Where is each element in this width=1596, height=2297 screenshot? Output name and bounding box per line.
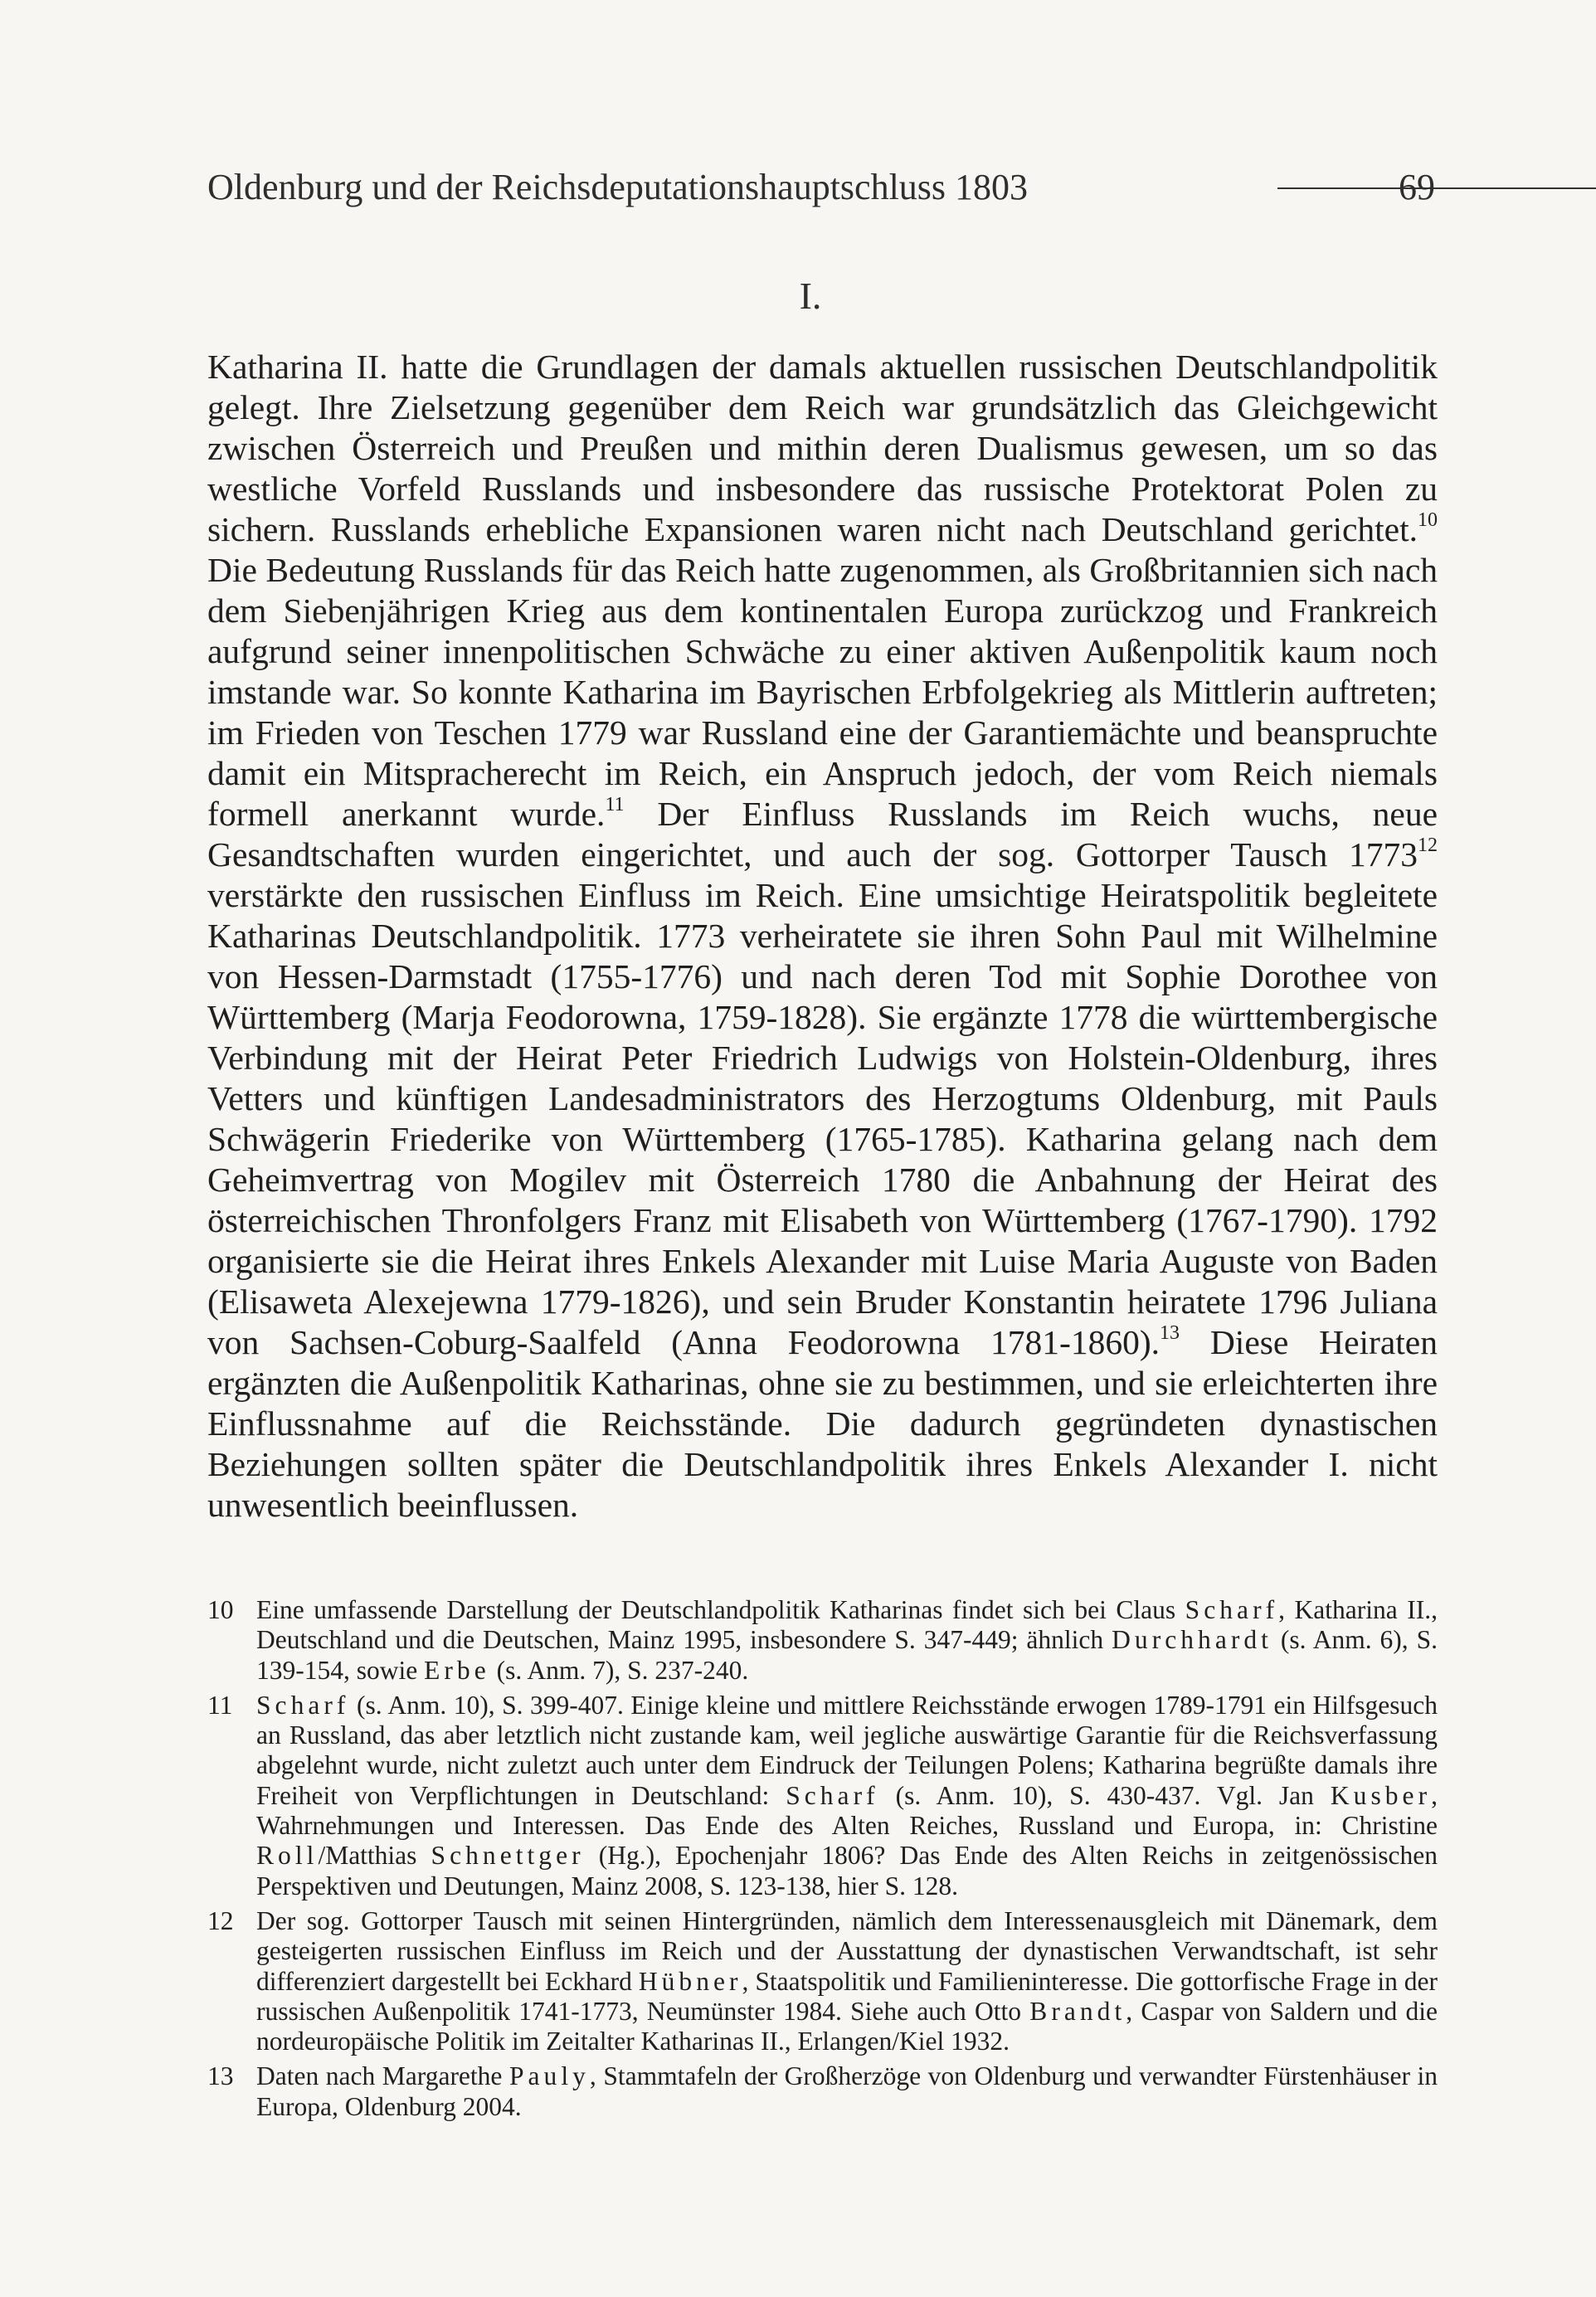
running-title: Oldenburg und der Reichsdeputationshauptschluss 1803: [207, 167, 1029, 207]
author-name: Brandt: [1029, 1996, 1126, 2026]
footnote-number: 11: [207, 1690, 233, 1720]
header-rule: [1277, 187, 1596, 189]
footnote-number: 10: [207, 1595, 234, 1624]
body-segment: Der Einfluss Russlands im Reich wuchs, neue Gesandtschaften wurden eingerichtet, und auch der sog. Gottorper Tausch 1773: [207, 795, 1438, 874]
author-name: Erbe: [424, 1655, 490, 1685]
footnote-segment: Der sog. Gottorper Tausch mit seinen Hintergründen, nämlich dem Interessenausgleich mit Dänemark, dem gesteigerten russischen Einfluss im Reich und der Ausstattung der dynastischen Verwandtschaft, ist sehr differenziert dargestellt bei Eckhard: [256, 1905, 1438, 1996]
footnote-text: [256, 1906, 1438, 2056]
footnote-text: [256, 1691, 1438, 1901]
footnote-ref: 10: [1418, 509, 1438, 531]
author-name: Hübner: [638, 1966, 742, 1996]
footnote-ref: 13: [1160, 1322, 1180, 1344]
main-paragraph: [207, 347, 1438, 1526]
footnote-number: 12: [207, 1905, 234, 1935]
body-segment: Die Bedeutung Russlands für das Reich hatte zugenommen, als Großbritannien sich nach dem Siebenjährigen Krieg aus dem kontinentalen Europa zurückzog und Frankreich aufgrund seiner innenpolitischen Schwäche zu einer aktiven Außenpolitik kaum noch imstande war. So konnte Katharina im Bayrischen Erbfolgekrieg als Mittlerin auftreten; im Frieden von Teschen 1779 war Russland eine der Garantiemächte und beanspruchte damit ein Mitspracherecht im Reich, ein Anspruch jedoch, der vom Reich niemals formell anerkannt wurde.: [207, 551, 1438, 833]
author-name: Kusber: [1330, 1780, 1432, 1810]
footnote-13: [207, 2061, 1438, 2122]
author-name: Scharf: [1185, 1595, 1279, 1624]
running-header: [207, 166, 1435, 216]
footnote-segment: Daten nach Margarethe: [256, 2061, 509, 2091]
section-heading: I.: [799, 275, 822, 317]
body-text: [207, 347, 1438, 1526]
footnote-segment: , Stammtafeln der Großherzöge von Oldenburg und verwandter Fürstenhäuser in Europa, Oldenburg 2004.: [256, 2061, 1438, 2121]
footnote-segment: , Caspar von Saldern und die nordeuropäische Politik im Zeitalter Katharinas II., Erlangen/Kiel 1932.: [256, 1996, 1438, 2056]
footnote-segment: , Katharina II., Deutschland und die Deutschen, Mainz 1995, insbesondere S. 347-449; ähnlich: [256, 1595, 1438, 1655]
author-name: Scharf: [256, 1690, 350, 1720]
footnote-ref: 12: [1418, 835, 1438, 856]
footnote-number: 13: [207, 2061, 234, 2091]
author-name: Pauly: [508, 2061, 590, 2091]
author-name: Scharf: [786, 1780, 879, 1810]
page-number: 69: [1399, 167, 1435, 207]
footnote-segment: Eine umfassende Darstellung der Deutschlandpolitik Katharinas findet sich bei Claus: [256, 1595, 1185, 1624]
footnote-segment: (s. Anm. 7), S. 237-240.: [489, 1655, 749, 1685]
body-segment: Diese Heiraten ergänzten die Außenpolitik Katharinas, ohne sie zu bestimmen, und sie erleichterten ihre Einflussnahme auf die Reichsstände. Die dadurch gegründeten dynastischen Beziehungen sollten später die Deutschlandpolitik ihres Enkels Alexander I. nicht unwesentlich beeinflussen.: [207, 1323, 1438, 1524]
body-segment: Katharina II. hatte die Grundlagen der damals aktuellen russischen Deutschlandpolitik gelegt. Ihre Zielsetzung gegenüber dem Reich war grundsätzlich das Gleichgewicht zwischen Österreich und Preußen und mithin deren Dualismus gewesen, um so das westliche Vorfeld Russlands und insbesondere das russische Protektorat Polen zu sichern. Russlands erhebliche Expansionen waren nicht nach Deutschland gerichtet.: [207, 348, 1438, 548]
footnote-10: [207, 1595, 1438, 1686]
footnote-11: [207, 1691, 1438, 1901]
footnote-12: [207, 1906, 1438, 2056]
footnote-segment: (Hg.), Epochenjahr 1806? Das Ende des Alten Reichs in zeitgenössischen Perspektiven und Deutungen, Mainz 2008, S. 123-138, hier S. 128.: [256, 1841, 1438, 1900]
author-name: Durchhardt: [1112, 1625, 1272, 1655]
footnote-segment: (s. Anm. 6), S. 139-154, sowie: [256, 1625, 1438, 1685]
body-segment: verstärkte den russischen Einfluss im Reich. Eine umsichtige Heiratspolitik begleitete Katharinas Deutschlandpolitik. 1773 verheiratete sie ihren Sohn Paul mit Wilhelmine von Hessen-Darmstadt (1755-1776) und nach deren Tod mit Sophie Dorothee von Württemberg (Marja Feodorowna, 1759-1828). Sie ergänzte 1778 die württembergische Verbindung mit der Heirat Peter Friedrich Ludwigs von Holstein-Oldenburg, ihres Vetters und künftigen Landesadministrators des Herzogtums Oldenburg, mit Pauls Schwägerin Friederike von Württemberg (1765-1785). Katharina gelang nach dem Geheimvertrag von Mogilev mit Österreich 1780 die Anbahnung der Heirat des österreichischen Thronfolgers Franz mit Elisabeth von Württemberg (1767-1790). 1792 organisierte sie die Heirat ihres Enkels Alexander mit Luise Maria Auguste von Baden (Elisaweta Alexejewna 1779-1826), und sein Bruder Konstantin heiratete 1796 Juliana von Sachsen-Coburg-Saalfeld (Anna Feodorowna 1781-1860).: [207, 876, 1438, 1361]
footnote-ref: 11: [605, 794, 625, 815]
footnote-segment: , Wahrnehmungen und Interessen. Das Ende des Alten Reiches, Russland und Europa, in: Christine: [256, 1780, 1438, 1841]
footnote-segment: , Staatspolitik und Familieninteresse. Die gottorfische Frage in der russischen Außenpolitik 1741-1773, Neumünster 1984. Siehe auch Otto: [256, 1966, 1438, 2026]
footnote-segment: (s. Anm. 10), S. 399-407. Einige kleine und mittlere Reichsstände erwogen 1789-1791 ein Hilfsgesuch an Russland, das aber letztlich nicht zustande kam, weil jegliche auswärtige Garantie für die Reichsverfassung abgelehnt wurde, nicht zuletzt auch unter dem Eindruck der Teilungen Polens; Katharina begrüßte damals ihre Freiheit von Verpflichtungen in Deutschland:: [256, 1690, 1438, 1810]
author-name: Schnettger: [431, 1841, 585, 1871]
footnotes: [207, 1595, 1438, 2127]
footnote-segment: (s. Anm. 10), S. 430-437. Vgl. Jan: [878, 1780, 1331, 1810]
footnote-text: [256, 1595, 1438, 1686]
author-name: Roll: [256, 1841, 319, 1871]
footnote-segment: /Matthias: [318, 1841, 431, 1871]
footnote-text: [256, 2061, 1438, 2122]
